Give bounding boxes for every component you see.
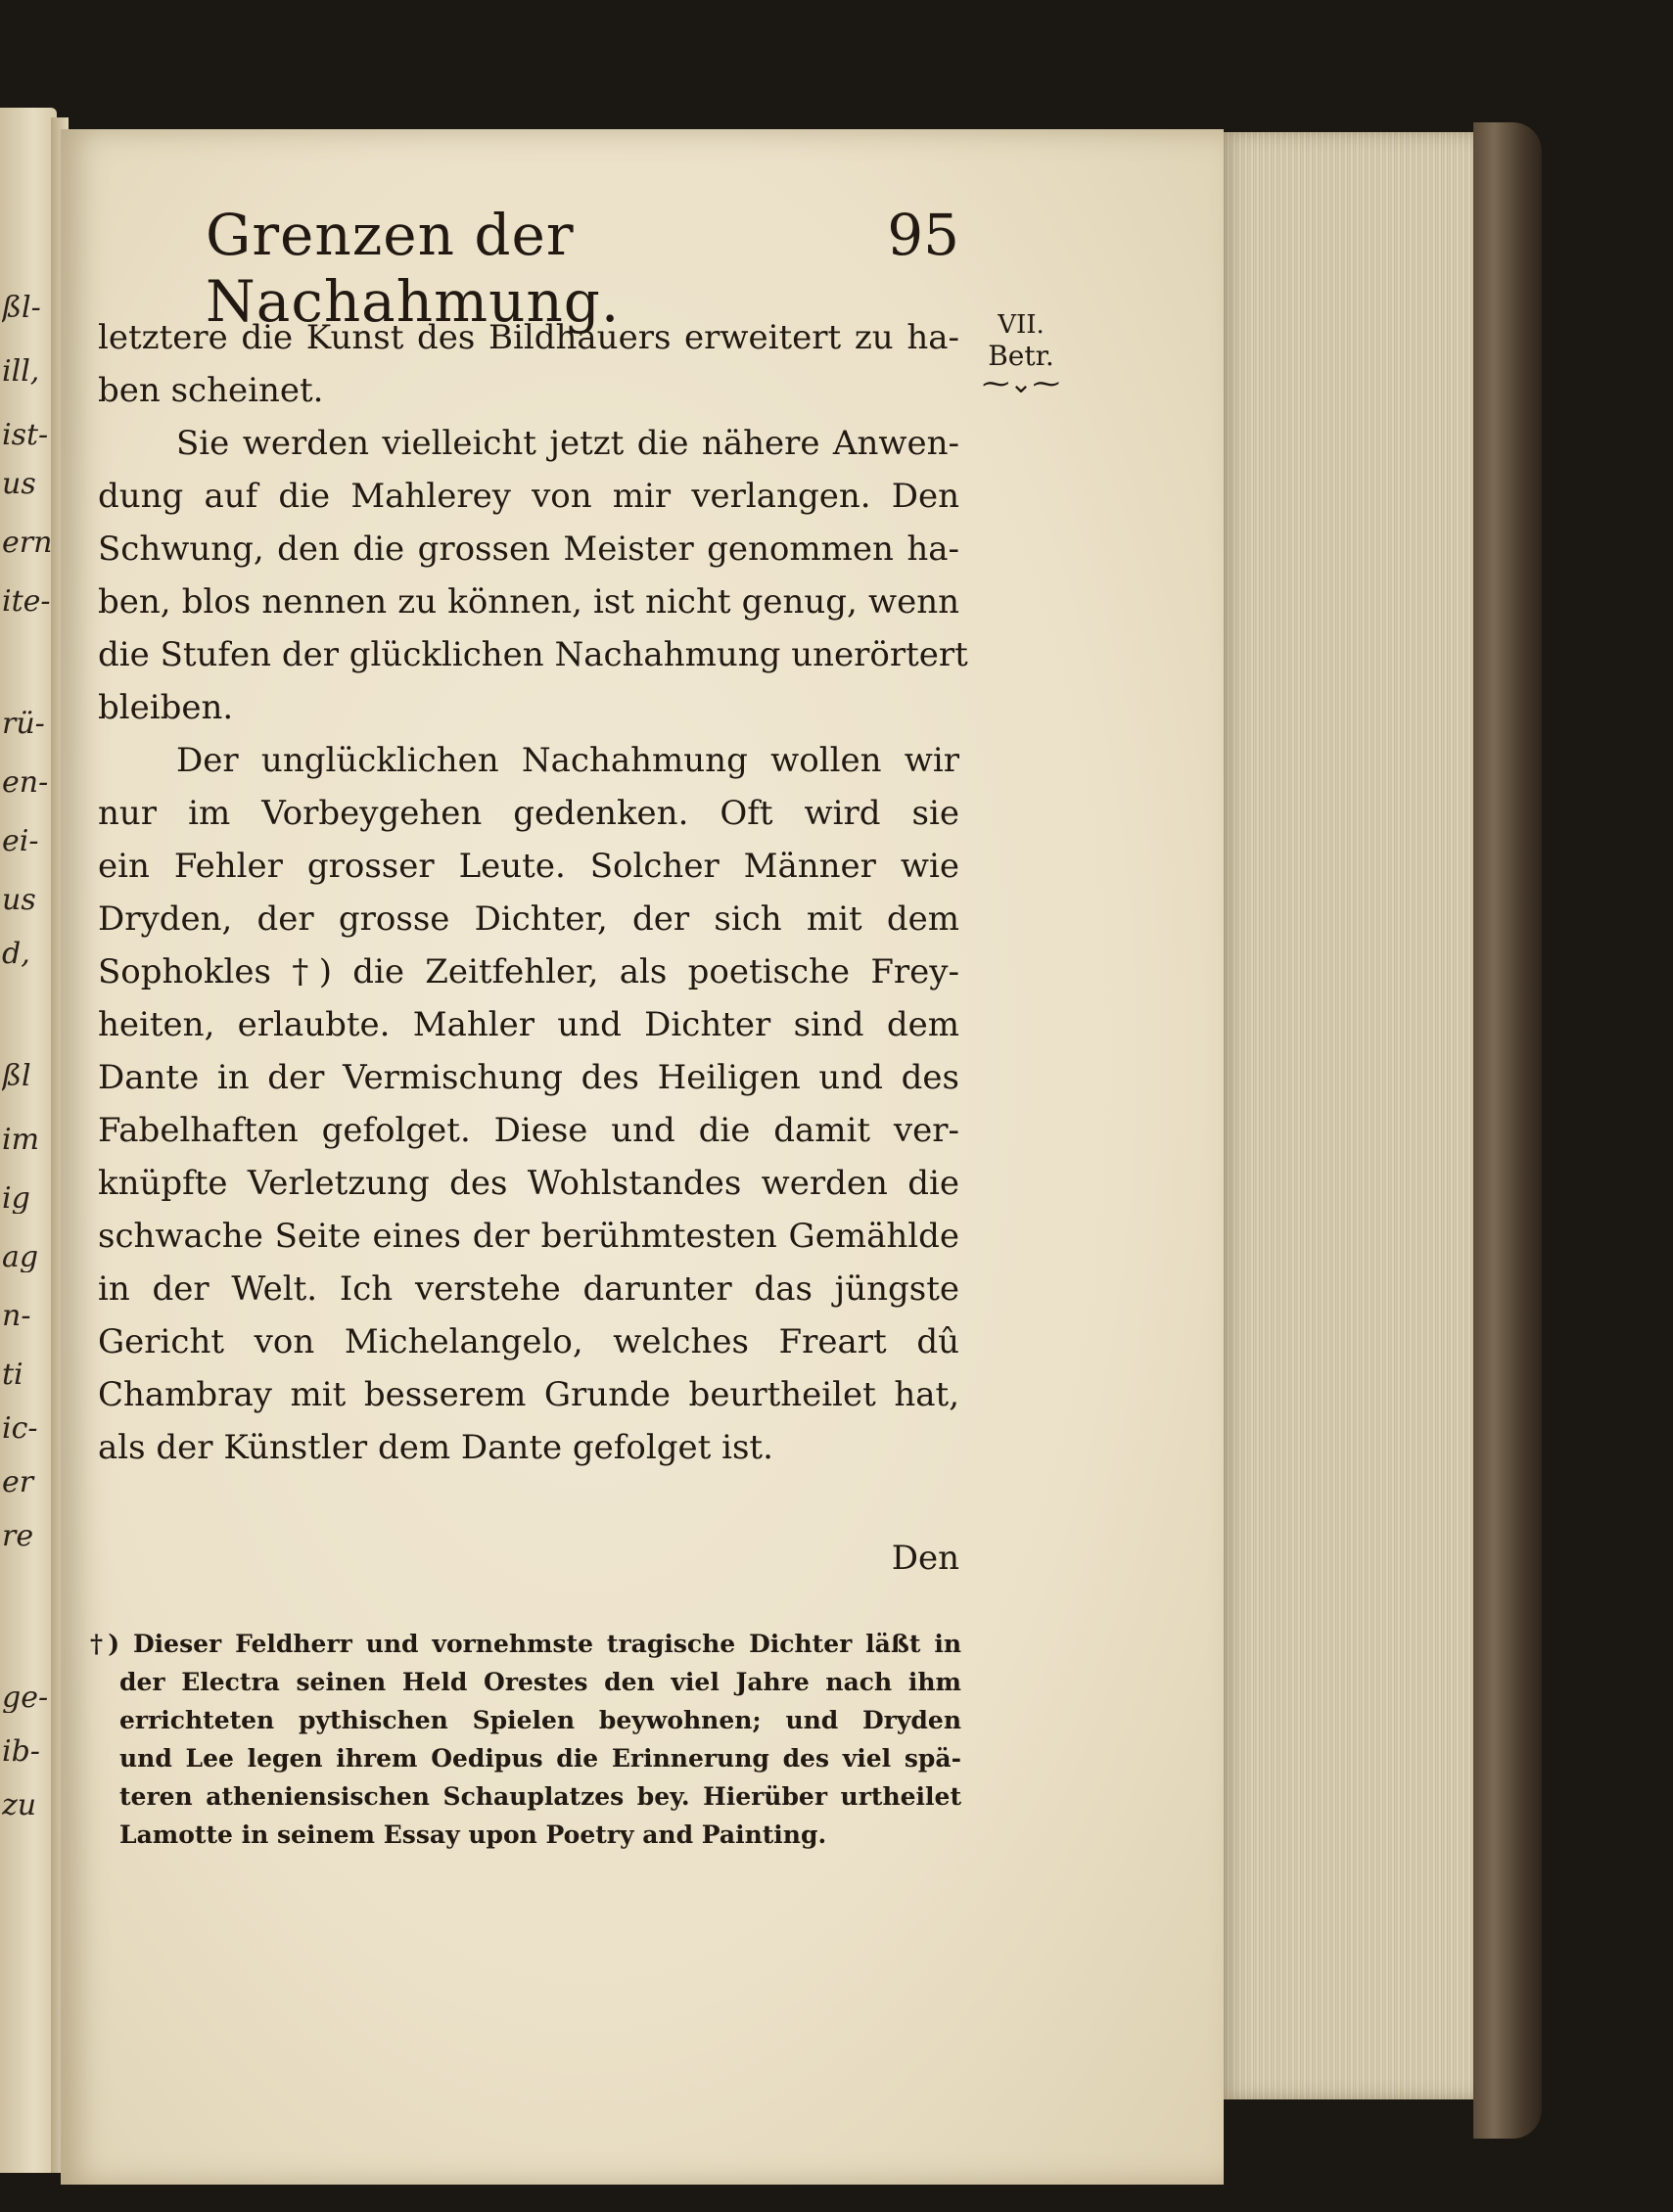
left-page-fragment: ig	[2, 1184, 30, 1214]
text-line: ein Fehler grosser Leute. Solcher Männer wie	[98, 847, 959, 886]
footnote-line: der Electra seinen Held Orestes den viel Jahre nach ihm	[119, 1668, 961, 1696]
footnote-line: und Lee legen ihrem Oedipus die Erinnerung des viel spä-	[119, 1744, 961, 1773]
left-page-fragment: us	[2, 886, 36, 915]
text-line: dung auf die Mahlerey von mir verlangen. Den	[98, 477, 959, 516]
margin-ornament: ⁓⌄⁓	[982, 367, 1060, 400]
text-line: bleiben.	[98, 688, 234, 727]
left-page-fragment: re	[2, 1522, 34, 1551]
footnote-line: teren atheniensischen Schauplatzes bey. Hierüber urtheilet	[119, 1782, 961, 1811]
text-line: in der Welt. Ich verstehe darunter das jüngste	[98, 1269, 959, 1309]
left-page-fragment: ßl	[2, 1062, 31, 1091]
footnote	[90, 1625, 961, 1854]
paragraph	[98, 734, 959, 1474]
left-page-fragment: ag	[2, 1243, 39, 1272]
text-line: heiten, erlaubte. Mahler und Dichter sind dem	[98, 1005, 959, 1044]
text-line: die Stufen der glücklichen Nachahmung unerörtert	[98, 635, 968, 674]
left-page-fragment: ite-	[2, 587, 51, 617]
footnote-line: Lamotte in seinem Essay upon Poetry and Painting.	[119, 1820, 827, 1849]
text-line: Fabelhaften gefolget. Diese und die damit ver-	[98, 1111, 959, 1150]
text-line: nur im Vorbeygehen gedenken. Oft wird sie	[98, 794, 959, 833]
footnote-line: †) Dieser Feldherr und vornehmste tragische Dichter läßt in	[90, 1630, 961, 1658]
left-page-fragment: ist-	[2, 421, 49, 450]
text-line: knüpfte Verletzung des Wohlstandes werden die	[98, 1164, 959, 1203]
catchword: Den	[891, 1539, 959, 1578]
left-page-fragment: er	[2, 1468, 34, 1498]
text-line: ben scheinet.	[98, 371, 324, 410]
left-page-fragment: ern	[2, 529, 53, 558]
page-number: 95	[887, 202, 959, 268]
margin-note	[967, 311, 1075, 399]
footnote-line: errichteten pythischen Spielen beywohnen; und Dryden	[119, 1706, 961, 1734]
body-text	[98, 311, 968, 1474]
margin-note-label: Betr.	[988, 339, 1054, 372]
text-line: Sie werden vielleicht jetzt die nähere Anwen-	[176, 424, 959, 463]
book-cover	[1473, 122, 1542, 2139]
left-page-fragment: us	[2, 470, 36, 499]
paragraph	[98, 417, 968, 734]
text-line: Gericht von Michelangelo, welches Freart dû	[98, 1322, 959, 1361]
left-page-fragment: ill,	[2, 357, 40, 387]
left-page-fragment: en-	[2, 768, 49, 798]
text-line: Der unglücklichen Nachahmung wollen wir	[176, 741, 959, 780]
text-line: Chambray mit besserem Grunde beurtheilet hat,	[98, 1375, 959, 1414]
left-page-fragment: ei-	[2, 827, 39, 856]
page-edges	[1219, 132, 1481, 2099]
text-line: Dryden, der grosse Dichter, der sich mit dem	[98, 899, 959, 939]
text-line: als der Künstler dem Dante gefolget ist.	[98, 1428, 773, 1467]
left-page-fragment: ic-	[2, 1414, 38, 1444]
text-line: letztere die Kunst des Bildhauers erweitert zu ha-	[98, 318, 959, 357]
left-page-fragment: ßl-	[2, 294, 41, 323]
text-line: schwache Seite eines der berühmtesten Gemählde	[98, 1217, 959, 1256]
left-page-fragment: zu	[2, 1791, 37, 1820]
paragraph	[98, 311, 959, 417]
text-line: ben, blos nennen zu können, ist nicht genug, wenn	[98, 582, 959, 622]
left-page-fragment: ge-	[2, 1683, 49, 1713]
margin-note-section: VII.	[998, 310, 1045, 340]
left-page-fragment: ib-	[2, 1737, 40, 1767]
left-page-fragment: d,	[2, 940, 30, 969]
text-line: Schwung, den die grossen Meister genommen ha-	[98, 530, 959, 569]
text-line: Sophokles †) die Zeitfehler, als poetische Frey-	[98, 952, 959, 991]
text-line: Dante in der Vermischung des Heiligen und des	[98, 1058, 959, 1097]
left-page-fragment: im	[2, 1126, 40, 1155]
left-page-fragment: n-	[2, 1302, 31, 1331]
left-page-fragment: ti	[2, 1360, 23, 1390]
left-page-fragment: rü-	[2, 710, 45, 739]
page-title: Grenzen der Nachahmung.	[206, 202, 621, 335]
